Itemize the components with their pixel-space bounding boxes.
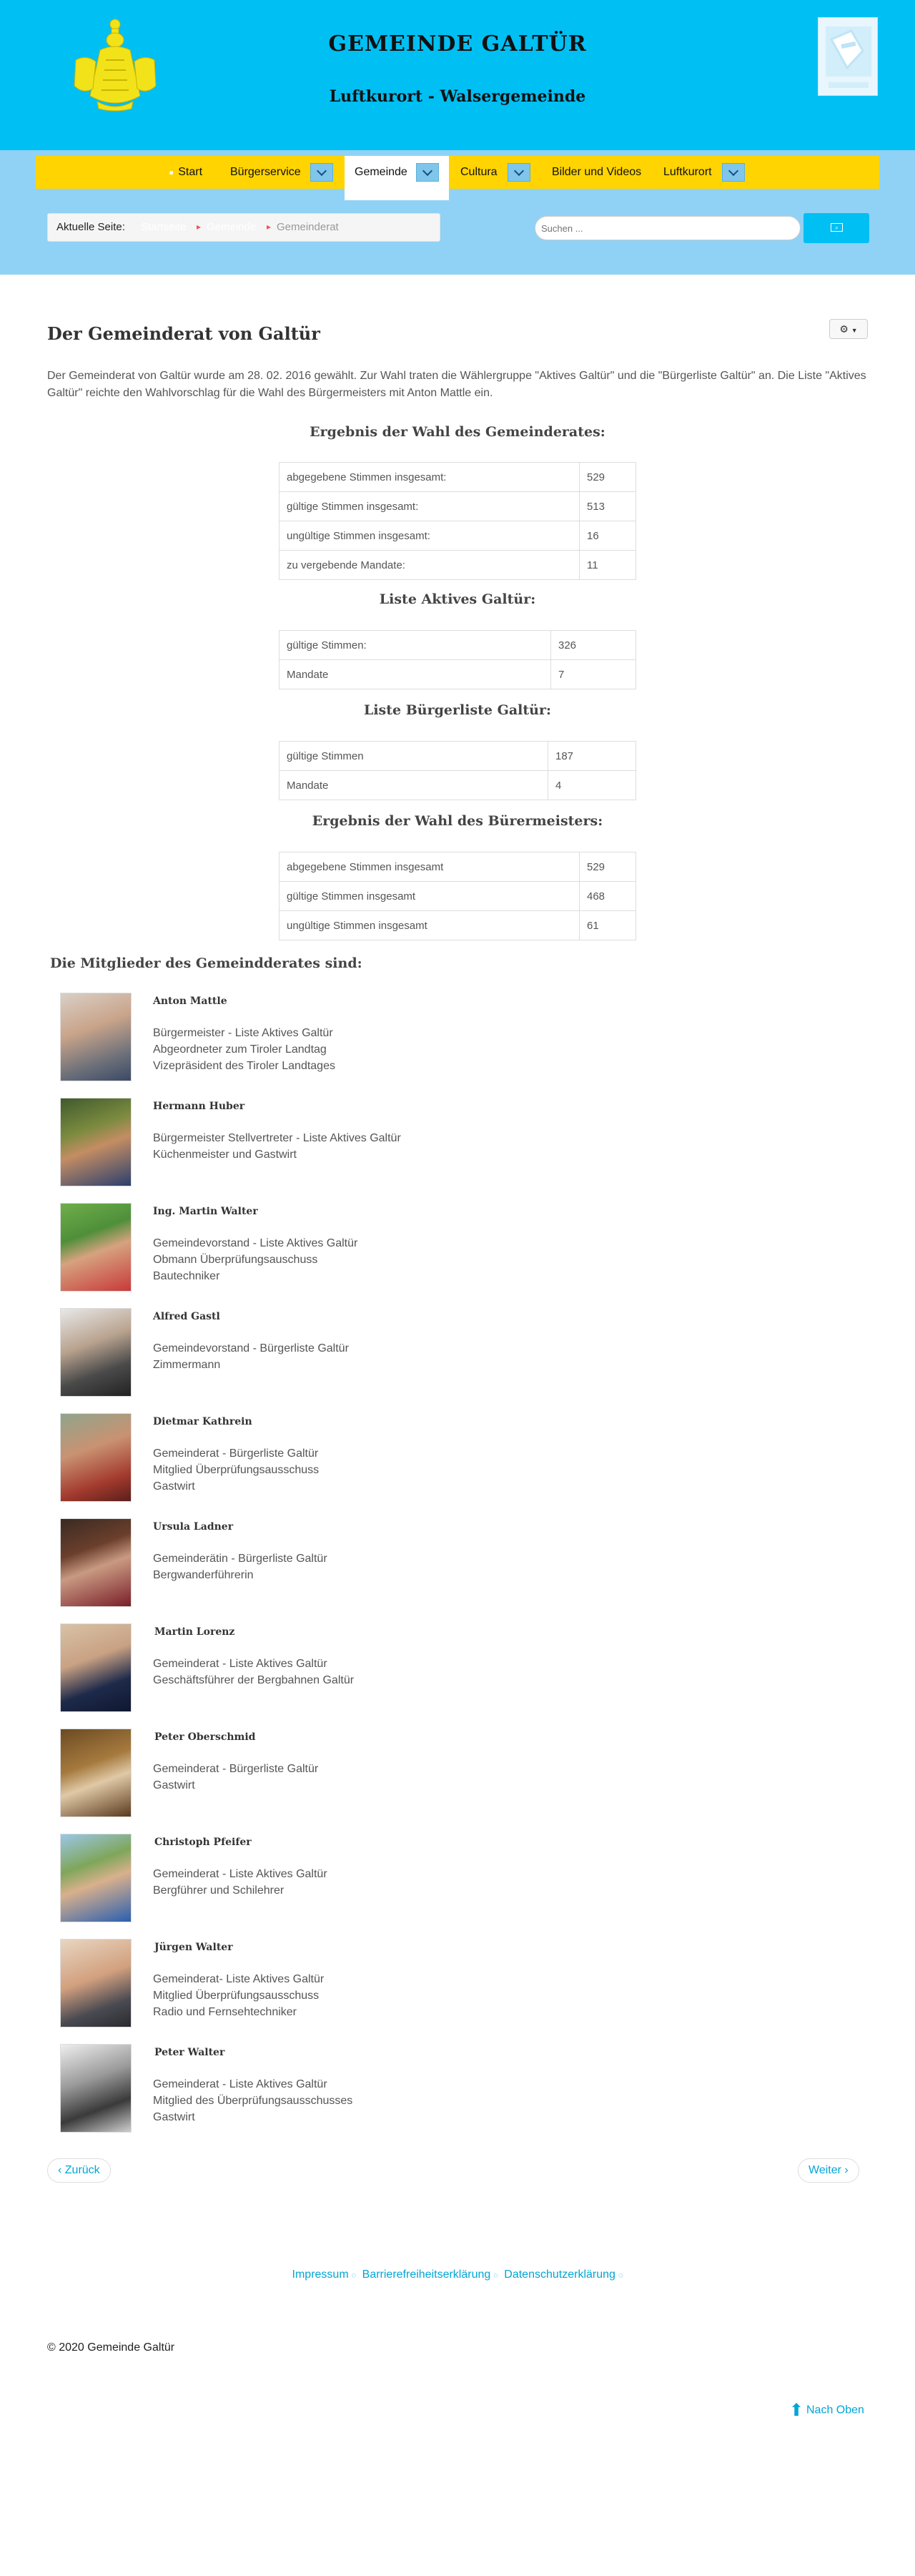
external-link-icon: ◌ [493,2271,498,2280]
breadcrumb-current: Gemeinderat [277,221,339,233]
table-cell-label: gültige Stimmen insgesamt [280,882,580,911]
stats-table [279,852,636,940]
member-photo [60,1623,132,1712]
cultura-dropdown-toggle[interactable] [508,163,530,182]
member-card [60,2044,560,2137]
table-cell-label: Mandate [280,771,548,800]
member-photo [60,993,132,1081]
member-role: Bergwanderführerin [153,1569,254,1581]
members-heading: Die Mitglieder des Gemeindderates sind: [50,955,362,971]
back-to-top-link[interactable] [789,2400,864,2421]
member-role: Gemeinderat - Bürgerliste Galtür [153,1763,319,1775]
member-role: Bergführer und Schilehrer [153,1884,285,1897]
chevron-down-icon [514,166,524,176]
external-link-icon: ◌ [351,2271,357,2280]
nav-item-gemeinde[interactable] [345,156,449,200]
stats-table [279,741,636,800]
nav-label: Start [178,166,203,178]
gemeinde-dropdown-toggle[interactable] [416,163,439,182]
home-icon: ● [169,167,174,177]
member-role: Bautechniker [153,1270,220,1282]
member-role: Obmann Überprüfungsauschuss [153,1254,318,1266]
breadcrumb-link-gemeinde[interactable]: Gemeinde [207,221,257,233]
nav-label: Bürgerservice [230,166,301,178]
footer-link-impressum[interactable]: Impressum [292,2268,349,2281]
breadcrumb-label: Aktuelle Seite: [56,221,125,233]
chevron-down-icon [728,166,738,176]
breadcrumb-link-home[interactable]: Startseite [141,221,187,233]
member-role: Geschäftsführer der Bergbahnen Galtür [153,1674,355,1686]
table-cell-value: 468 [580,882,636,911]
table-row [280,911,636,940]
member-photo [60,1413,132,1502]
footer-link-barrierefreiheit[interactable]: Barrierefreiheitserklärung [362,2268,491,2281]
member-role: Gastwirt [153,1779,195,1791]
table-row [280,742,636,771]
chevron-left-icon: ‹ [58,2164,62,2176]
table-row [280,463,636,492]
member-role: Gemeindevorstand - Liste Aktives Galtür [153,1237,358,1249]
table-cell-value: 326 [551,631,636,660]
member-role: Gastwirt [153,2111,195,2123]
navigation-band [0,150,915,275]
nav-label: Cultura [460,166,498,178]
member-role: Mitglied des Überprüfungsausschusses [153,2095,353,2107]
member-role: Mitglied Überprüfungsausschuss [153,1464,320,1476]
member-role: Küchenmeister und Gastwirt [153,1149,297,1161]
nav-label: Luftkurort [663,166,712,178]
table-cell-label: ungültige Stimmen insgesamt [280,911,580,940]
member-photo [60,1834,132,1922]
member-name: Hermann Huber [153,1101,245,1112]
nav-item-buergerservice[interactable] [230,156,301,189]
member-card [60,1623,560,1716]
table-cell-value: 513 [580,492,636,521]
section-heading: Liste Aktives Galtür: [379,591,536,607]
site-title: GEMEINDE GALTÜR [328,31,587,56]
footer-links [0,2268,915,2281]
article-tools-button[interactable] [829,319,868,339]
table-row [280,771,636,800]
table-cell-value: 16 [580,521,636,551]
nav-item-luftkurort[interactable] [663,156,712,189]
member-name: Peter Walter [154,2047,225,2058]
chevron-down-icon [317,166,327,176]
member-card [60,1308,560,1401]
member-name: Peter Oberschmid [154,1731,256,1743]
chevron-right-icon: › [844,2164,849,2176]
member-photo [60,1098,132,1186]
table-cell-label: gültige Stimmen [280,742,548,771]
member-role: Bürgermeister - Liste Aktives Galtür [153,1027,333,1039]
partner-logo-icon [818,18,879,97]
table-cell-label: abgegebene Stimmen insgesamt: [280,463,580,492]
member-photo [60,1729,132,1817]
member-name: Ursula Ladner [153,1521,234,1533]
member-card [60,1939,560,2032]
member-role: Gemeinderätin - Bürgerliste Galtür [153,1553,327,1565]
stats-table [279,630,636,689]
breadcrumb-separator-icon: ▸ [197,222,202,232]
member-role: Abgeordneter zum Tiroler Landtag [153,1043,327,1056]
member-name: Dietmar Kathrein [153,1416,252,1427]
breadcrumb [47,213,440,242]
member-card [60,1203,560,1296]
table-row [280,521,636,551]
member-card [60,1518,560,1611]
nav-item-bilder-videos[interactable] [552,156,641,189]
table-row [280,492,636,521]
nav-label: Gemeinde [355,166,407,178]
table-row [280,882,636,911]
search-button[interactable] [803,213,869,243]
page-title: Der Gemeinderat von Galtür [47,323,320,344]
search-input[interactable] [535,216,801,240]
main-navigation [36,156,879,189]
next-page-button[interactable] [798,2158,859,2183]
table-row [280,551,636,580]
member-card [60,993,560,1086]
table-cell-value: 529 [580,852,636,882]
arrow-up-icon: ⬆ [789,2401,804,2420]
table-row [280,852,636,882]
member-role: Bürgermeister Stellvertreter - Liste Aktives Galtür [153,1132,401,1144]
section-heading: Liste Bürgerliste Galtür: [363,702,551,718]
member-role: Zimmermann [153,1359,221,1371]
member-name: Alfred Gastl [153,1311,220,1322]
member-card [60,1413,560,1506]
member-card [60,1098,560,1191]
member-card [60,1834,560,1927]
member-role: Gemeinderat - Bürgerliste Galtür [153,1447,319,1460]
footer-link-datenschutz[interactable]: Datenschutzerklärung [504,2268,615,2281]
stats-table [279,462,636,580]
section-heading: Ergebnis der Wahl des Gemeinderates: [310,424,605,440]
nav-item-start[interactable] [169,156,202,189]
search-icon: ⌕ [831,223,843,232]
table-cell-label: gültige Stimmen insgesamt: [280,492,580,521]
section-heading: Ergebnis der Wahl des Bürermeisters: [312,813,603,829]
back-to-top-label: Nach Oben [806,2404,864,2417]
table-cell-label: abgegebene Stimmen insgesamt [280,852,580,882]
table-cell-value: 529 [580,463,636,492]
member-role: Mitglied Überprüfungsausschuss [153,1990,320,2002]
site-header [0,0,915,150]
pager-label: Weiter [808,2164,841,2176]
member-role: Vizepräsident des Tiroler Landtages [153,1060,335,1072]
table-row [280,660,636,689]
member-photo [60,1203,132,1292]
member-role: Gastwirt [153,1480,195,1493]
member-role: Gemeinderat - Liste Aktives Galtür [153,1868,327,1880]
member-name: Ing. Martin Walter [153,1206,258,1217]
nav-item-cultura[interactable] [460,156,498,189]
table-cell-label: zu vergebende Mandate: [280,551,580,580]
breadcrumb-separator-icon: ▸ [267,222,272,232]
member-role: Gemeinderat- Liste Aktives Galtür [153,1973,325,1985]
table-cell-value: 11 [580,551,636,580]
caret-down-icon: ▼ [851,327,858,334]
member-name: Anton Mattle [153,996,227,1007]
table-cell-value: 7 [551,660,636,689]
copyright: © 2020 Gemeinde Galtür [47,2341,175,2354]
member-role: Gemeinderat - Liste Aktives Galtür [153,1658,327,1670]
lower-content [0,1416,915,2576]
table-cell-label: ungültige Stimmen insgesamt: [280,521,580,551]
table-cell-label: Mandate [280,660,551,689]
table-cell-value: 61 [580,911,636,940]
nav-label: Bilder und Videos [552,166,642,178]
main-content [0,275,915,1440]
luftkurort-dropdown-toggle[interactable] [722,163,745,182]
member-name: Martin Lorenz [154,1626,235,1638]
member-name: Jürgen Walter [154,1942,233,1953]
intro-text: Der Gemeinderat von Galtür wurde am 28. 02. 2016 gewählt. Zur Wahl traten die Wählergruppe "Aktives Galtür" und die "Bürgerliste Galtür" an. Die Liste "Aktives Galtür" reichte den Wahlvorschlag für die Wahl des Bürgermeisters mit Anton Mattle ein. [47,370,866,399]
site-slogan: Luftkurort - Walsergemeinde [329,87,586,106]
member-photo [60,1308,132,1397]
table-cell-label: gültige Stimmen: [280,631,551,660]
member-role: Gemeinderat - Liste Aktives Galtür [153,2078,327,2090]
chevron-down-icon [422,166,432,176]
buergerservice-dropdown-toggle[interactable] [310,163,333,182]
member-name: Christoph Pfeifer [154,1837,252,1848]
member-role: Gemeindevorstand - Bürgerliste Galtür [153,1342,349,1355]
pager-label: Zurück [64,2164,100,2176]
member-photo [60,2044,132,2133]
member-photo [60,1518,132,1607]
table-row [280,631,636,660]
previous-page-button[interactable] [47,2158,111,2183]
gear-icon: ⚙ [839,323,849,335]
member-card [60,1729,560,1822]
partner-badge[interactable] [818,17,878,96]
member-role: Radio und Fernsehtechniker [153,2006,297,2018]
table-cell-value: 4 [548,771,636,800]
member-photo [60,1939,132,2027]
table-cell-value: 187 [548,742,636,771]
external-link-icon: ◌ [618,2271,623,2280]
